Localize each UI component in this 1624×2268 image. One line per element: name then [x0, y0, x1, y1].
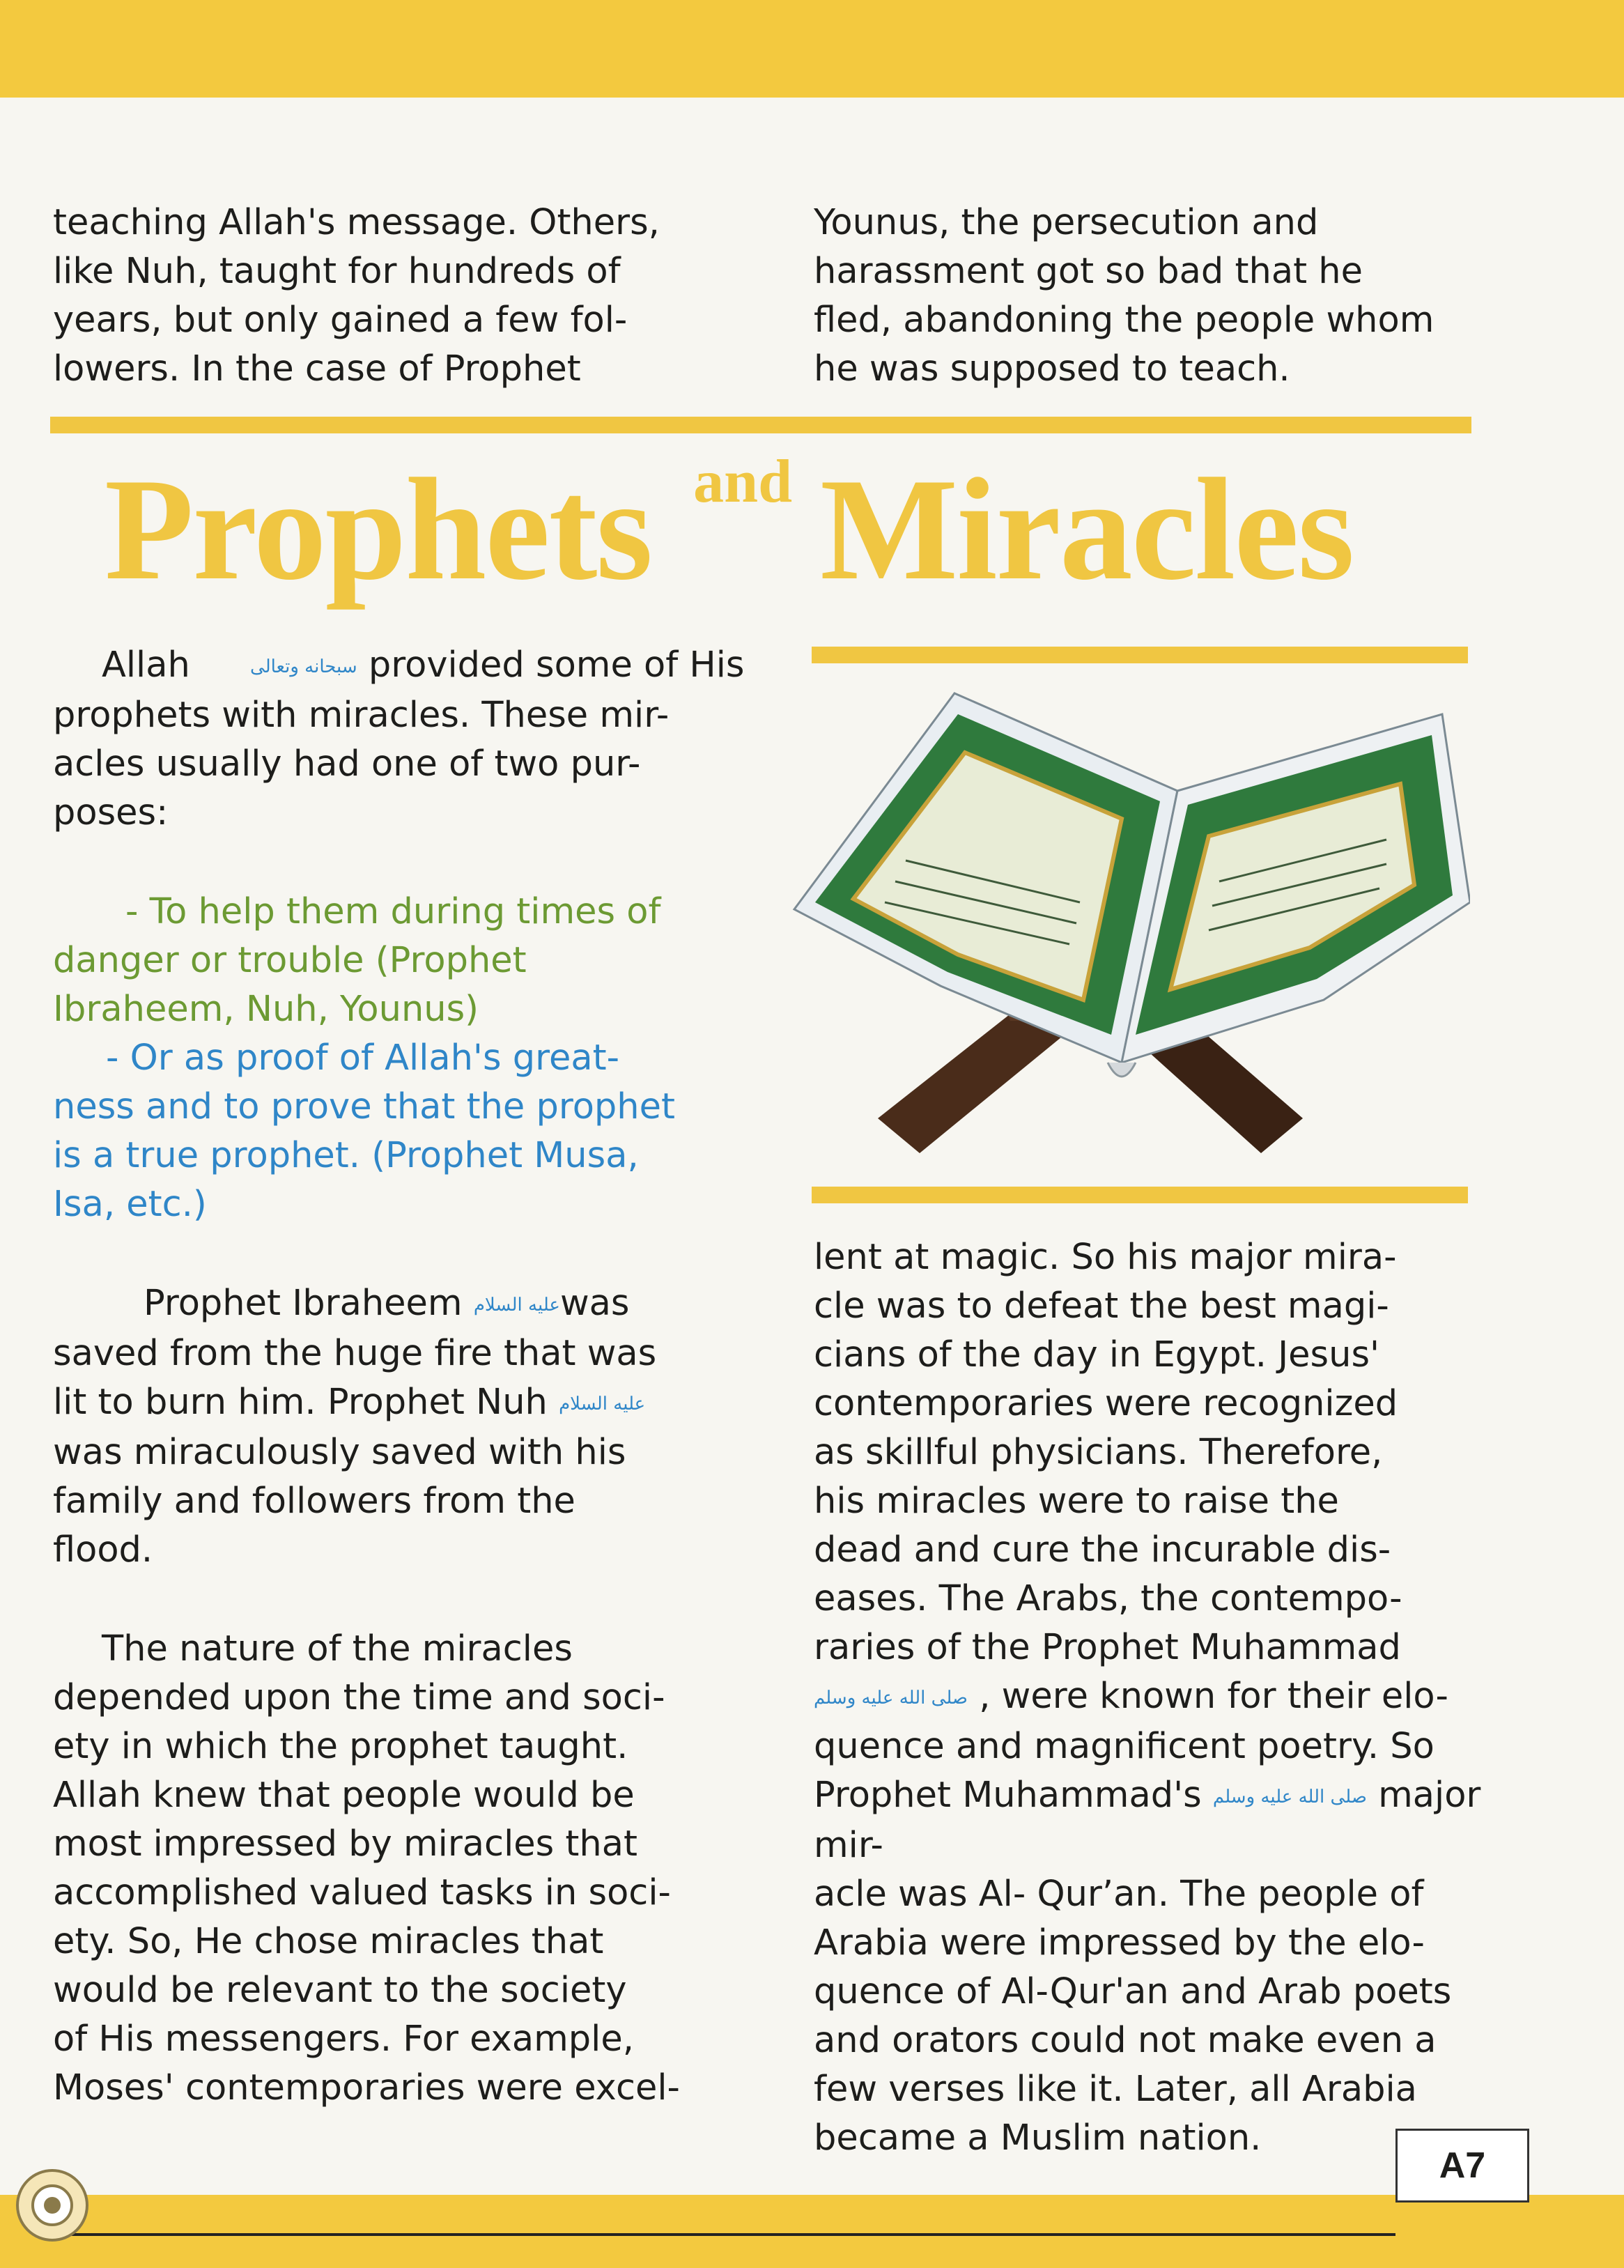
text-line: - Or as proof of Allah's great- [106, 1037, 619, 1079]
text-span: A7 [1439, 2145, 1486, 2186]
image-rule-top [812, 647, 1468, 663]
text-line: acle was Al- Qur’an. The people of [814, 1874, 1424, 1915]
text-line: acles usually had one of two pur- [53, 743, 641, 785]
quran-illustration [773, 672, 1470, 1174]
text-line: ety. So, He chose miracles that [53, 1921, 604, 1962]
intro-line-1 [53, 641, 750, 691]
text-span: was [559, 1283, 630, 1324]
text-line: - To help them during times of [125, 891, 661, 932]
quran-on-stand-image [773, 672, 1470, 1174]
text-line: poses: [53, 792, 169, 833]
text-line: would be relevant to the society [53, 1970, 627, 2011]
purpose-2 [53, 1034, 750, 1229]
bottom-yellow-band [0, 2195, 1624, 2268]
as-honorific-icon: عليه السلام [559, 1394, 646, 1414]
rosette-ornament-icon [14, 2167, 91, 2244]
text-line: few verses like it. Later, all Arabia [814, 2069, 1417, 2110]
text-line: most impressed by miracles that [53, 1823, 637, 1865]
page-number [1395, 2129, 1529, 2203]
page-title [105, 446, 1353, 614]
text-line: cians of the day in Egypt. Jesus' [814, 1334, 1380, 1375]
pbuh-honorific-icon: صلى الله عليه وسلم [1212, 1787, 1367, 1807]
text-line: as skillful physicians. Therefore, [814, 1432, 1383, 1473]
text-line: became a Muslim nation. [814, 2117, 1262, 2159]
text-line: accomplished valued tasks in soci- [53, 1872, 671, 1913]
text-line: contemporaries were recognized [814, 1383, 1398, 1424]
top-yellow-band [0, 0, 1624, 98]
text-span: Allah [102, 645, 190, 686]
footer-line [63, 2233, 1395, 2236]
text-line: he was supposed to teach. [814, 348, 1290, 389]
text-line: cle was to defeat the best magi- [814, 1286, 1389, 1327]
pbuh-honorific-icon: صلى الله عليه وسلم [814, 1688, 968, 1708]
text-line: lent at magic. So his major mira- [814, 1237, 1397, 1278]
text-line: prophets with miracles. These mir- [53, 695, 670, 736]
as-honorific-icon: عليه السلام [473, 1295, 560, 1316]
text-line: Arabia were impressed by the elo- [814, 1922, 1425, 1964]
text-line: harassment got so bad that he [814, 251, 1363, 292]
purpose-1 [53, 888, 750, 1034]
text-line: saved from the huge fire that was [53, 1333, 657, 1374]
text-line: eases. The Arabs, the contempo- [814, 1578, 1402, 1619]
text-line: is a true prophet. (Prophet Musa, [53, 1135, 639, 1176]
text-span: Prophet Ibraheem [144, 1283, 463, 1324]
text-line: The nature of the miracles [102, 1628, 573, 1669]
text-line: Allah knew that people would be [53, 1775, 635, 1816]
text-line: ness and to prove that the prophet [53, 1086, 675, 1127]
text-line: teaching Allah's message. Others, [53, 202, 660, 243]
top-left-paragraph [53, 199, 750, 394]
text-line: raries of the Prophet Muhammad [814, 1627, 1401, 1668]
text-line: Ibraheem, Nuh, Younus) [53, 989, 479, 1030]
ibraheem-paragraph [53, 1279, 750, 1575]
text-span: provided some of His [368, 645, 745, 686]
text-line: family and followers from the [53, 1481, 575, 1522]
text-line: quence and magnificent poetry. So [814, 1726, 1434, 1767]
text-line: his miracles were to raise the [814, 1481, 1339, 1522]
text-line: depended upon the time and soci- [53, 1677, 665, 1718]
left-column [53, 641, 750, 2113]
text-span: lit to burn him. Prophet Nuh [53, 1382, 548, 1423]
text-line: Moses' contemporaries were excel- [53, 2067, 680, 2108]
title-word-prophets: Prophets [105, 449, 652, 610]
image-rule-bottom [812, 1187, 1468, 1203]
text-span: Prophet Muhammad's [814, 1775, 1202, 1816]
text-line: danger or trouble (Prophet [53, 940, 527, 981]
title-word-and: and [693, 448, 793, 516]
text-line: Younus, the persecution and [814, 202, 1319, 243]
text-line: fled, abandoning the people whom [814, 300, 1434, 341]
title-rule-top [50, 417, 1471, 433]
text-line: like Nuh, taught for hundreds of [53, 251, 621, 292]
text-line: years, but only gained a few fol- [53, 300, 628, 341]
right-column [814, 1233, 1510, 2163]
text-line: Isa, etc.) [53, 1184, 207, 1225]
text-line: of His messengers. For example, [53, 2019, 634, 2060]
text-line: was miraculously saved with his [53, 1432, 626, 1473]
text-line: dead and cure the incurable dis- [814, 1529, 1391, 1571]
nature-paragraph [53, 1625, 750, 2113]
text-line: and orators could not make even a [814, 2020, 1437, 2061]
text-line: quence of Al-Qur'an and Arab poets [814, 1971, 1452, 2012]
text-line: lowers. In the case of Prophet [53, 348, 581, 389]
title-word-miracles: Miracles [820, 449, 1354, 610]
text-line: ety in which the prophet taught. [53, 1726, 628, 1767]
text-span: major mir- [814, 1775, 1481, 1866]
text-line: flood. [53, 1529, 153, 1571]
top-right-paragraph [814, 199, 1510, 394]
swt-honorific-icon: سبحانه وتعالى [250, 656, 357, 677]
text-span: , were known for their elo- [979, 1676, 1448, 1717]
